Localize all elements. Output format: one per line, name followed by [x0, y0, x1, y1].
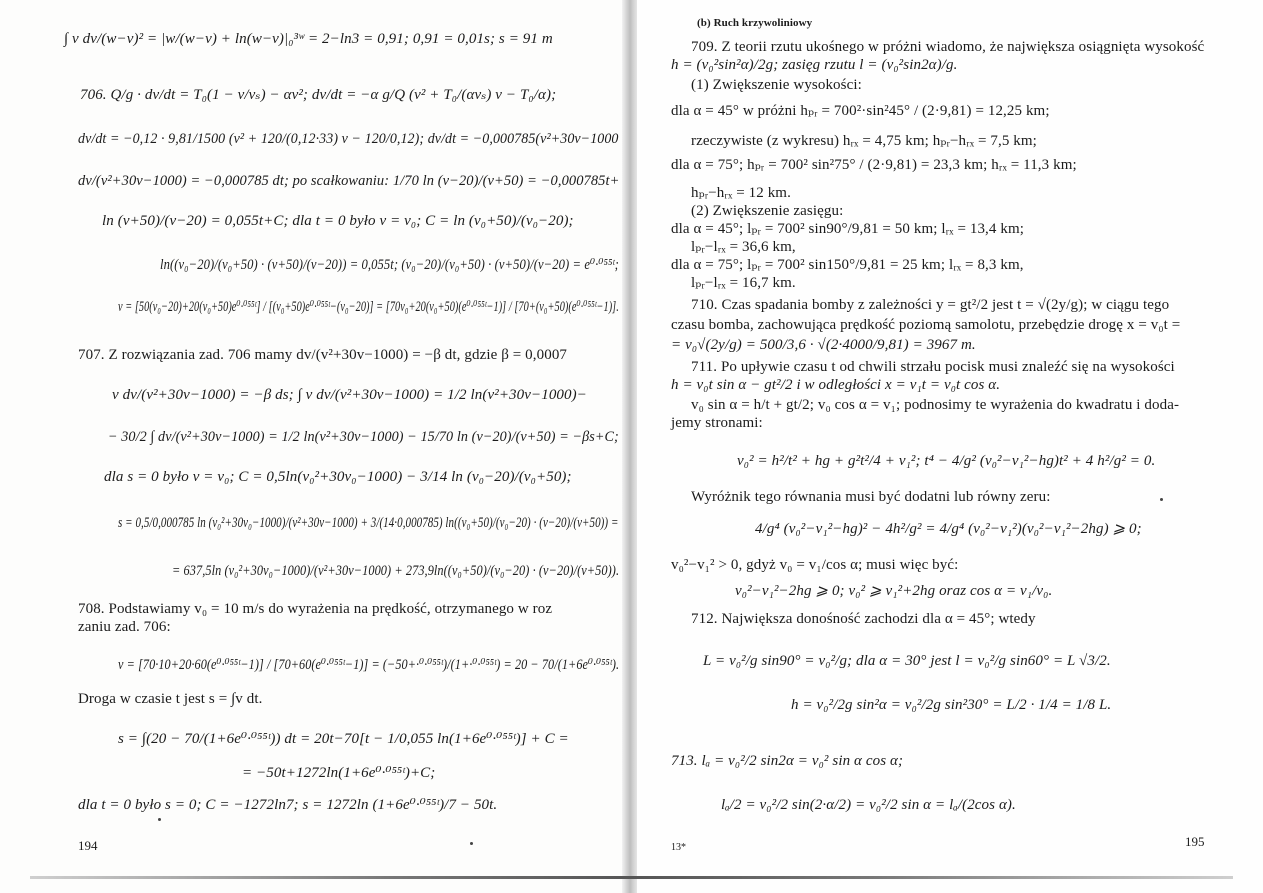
left-line-5: ln (v+50)/(v−20) = 0,055t+C; dla t = 0 było v = v₀; C = ln (v₀+50)/(v₀−20);	[102, 213, 574, 229]
right-line-11: dla α = 75°; lₚᵣ = 700² sin150°/9,81 = 25 km; lᵣₓ = 8,3 km,	[671, 257, 1024, 273]
left-line-12: s = 0,5/0,000785 ln (v₀²+30v₀−1000)/(v²+30v−1000) + 3/(14·0,000785) ln((v₀+50)/(v₀−20) · (v−20)/(v+50)) =	[118, 515, 619, 531]
book-bottom-edge	[30, 876, 1233, 879]
right-line-12: lₚᵣ−lᵣₓ = 16,7 km.	[691, 275, 796, 291]
left-line-7: v = [50(v₀−20)+20(v₀+50)e⁰·⁰⁵⁵ᵗ] / [(v₀+50)e⁰·⁰⁵⁵ᵗ−(v₀−20)] = [70v₀+20(v₀+50)(e⁰·⁰⁵⁵ᵗ−1)] / [70+(v₀+50)(e⁰·⁰⁵⁵ᵗ−1)].	[118, 299, 619, 315]
left-page-number: 194	[78, 838, 98, 853]
left-line-6: ln((v₀−20)/(v₀+50) · (v+50)/(v−20)) = 0,055t; (v₀−20)/(v₀+50) · (v+50)/(v−20) = e⁰·⁰⁵⁵ᵗ;	[160, 257, 619, 273]
left-page	[0, 0, 625, 893]
right-line-13: 710. Czas spadania bomby z zależności y = gt²/2 jest t = √(2y/g); w ciągu tego	[691, 297, 1170, 313]
right-line-15: = v₀√(2y/g) = 500/3,6 · √(2·4000/9,81) = 3967 m.	[671, 337, 976, 353]
right-page-number: 195	[1185, 834, 1205, 849]
left-line-18: s = ∫(20 − 70/(1+6e⁰·⁰⁵⁵ᵗ)) dt = 20t−70[t − 1/0,055 ln(1+6e⁰·⁰⁵⁵ᵗ)] + C =	[118, 731, 569, 747]
left-line-10: − 30/2 ∫ dv/(v²+30v−1000) = 1/2 ln(v²+30v−1000) − 15/70 ln (v−20)/(v+50) = −βs+C;	[108, 429, 619, 445]
right-line-25: 712. Największa donośność zachodzi dla α = 45°; wtedy	[691, 611, 1036, 627]
right-line-3: (1) Zwiększenie wysokości:	[691, 77, 862, 93]
print-speck	[1160, 498, 1163, 501]
left-line-4: dv/(v²+30v−1000) = −0,000785 dt; po scałkowaniu: 1/70 ln (v−20)/(v+50) = −0,000785t+	[78, 173, 620, 189]
left-line-1: ∫ v dv/(w−v)² = |w/(w−v) + ln(w−v)|₀³ʷ = 2−ln3 = 0,91; 0,91 = 0,01s; s = 91 m	[64, 31, 553, 47]
right-line-29: lₐ/2 = v₀²/2 sin(2·α/2) = v₀²/2 sin α = lₐ/(2cos α).	[721, 797, 1016, 813]
right-line-18: v₀ sin α = h/t + gt/2; v₀ cos α = v₁; podnosimy te wyrażenia do kwadratu i doda-	[691, 397, 1180, 413]
left-line-20: dla t = 0 było s = 0; C = −1272ln7; s = 1272ln (1+6e⁰·⁰⁵⁵ᵗ)/7 − 50t.	[78, 797, 498, 813]
right-line-17: h = v₀t sin α − gt²/2 i w odległości x = v₁t = v₀t cos α.	[671, 377, 1001, 393]
right-line-28: 713. lₐ = v₀²/2 sin2α = v₀² sin α cos α;	[671, 753, 904, 769]
right-line-14: czasu bomba, zachowująca prędkość poziomą samolotu, przebędzie drogę x = v₀t =	[671, 317, 1181, 333]
right-line-8: (2) Zwiększenie zasięgu:	[691, 203, 844, 219]
section-header: (b) Ruch krzywoliniowy	[697, 17, 813, 29]
right-line-1: 709. Z teorii rzutu ukośnego w próżni wiadomo, że największa osiągnięta wysokość	[691, 39, 1205, 55]
right-line-6: dla α = 75°; hₚᵣ = 700² sin²75° / (2·9,81) = 23,3 km; hᵣₓ = 11,3 km;	[671, 157, 1077, 173]
left-line-14: 708. Podstawiamy v₀ = 10 m/s do wyrażenia na prędkość, otrzymanego w roz	[78, 601, 553, 617]
right-line-19: jemy stronami:	[671, 415, 763, 431]
right-line-24: v₀²−v₁²−2hg ⩾ 0; v₀² ⩾ v₁²+2hg oraz cos α = v₁/v₀.	[735, 583, 1053, 599]
left-line-19: = −50t+1272ln(1+6e⁰·⁰⁵⁵ᵗ)+C;	[242, 765, 436, 781]
right-line-2: h = (v₀²sin²α)/2g; zasięg rzutu l = (v₀²sin2α)/g.	[671, 57, 958, 73]
right-page	[637, 0, 1263, 893]
right-line-10: lₚᵣ−lᵣₓ = 36,6 km,	[691, 239, 796, 255]
print-speck	[158, 818, 161, 821]
right-line-23: v₀²−v₁² > 0, gdyż v₀ = v₁/cos α; musi więc być:	[671, 557, 959, 573]
left-line-13: = 637,5ln (v₀²+30v₀−1000)/(v²+30v−1000) + 273,9ln((v₀+50)/(v₀−20) · (v−20)/(v+50)).	[172, 563, 620, 579]
left-line-11: dla s = 0 było v = v₀; C = 0,5ln(v₀²+30v₀−1000) − 3/14 ln (v₀−20)/(v₀+50);	[104, 469, 572, 485]
left-line-2: 706. Q/g · dv/dt = T₀(1 − v/vₛ) − αv²; dv/dt = −α g/Q (v² + T₀/(αvₛ) v − T₀/α);	[80, 87, 557, 103]
left-line-8: 707. Z rozwiązania zad. 706 mamy dv/(v²+30v−1000) = −β dt, gdzie β = 0,0007	[78, 347, 568, 363]
left-line-9: v dv/(v²+30v−1000) = −β ds; ∫ v dv/(v²+30v−1000) = 1/2 ln(v²+30v−1000)−	[112, 387, 587, 403]
right-line-22: 4/g⁴ (v₀²−v₁²−hg)² − 4h²/g² = 4/g⁴ (v₀²−v₁²)(v₀²−v₁²−2hg) ⩾ 0;	[755, 521, 1142, 537]
left-line-16: v = [70·10+20·60(e⁰·⁰⁵⁵ᵗ−1)] / [70+60(e⁰·⁰⁵⁵ᵗ−1)] = (−50+·⁰·⁰⁵⁵ᵗ)/(1+·⁰·⁰⁵⁵ᵗ) = 20 − 70/(1+6e⁰·⁰⁵⁵ᵗ).	[118, 657, 620, 673]
right-line-21: Wyróżnik tego równania musi być dodatni lub równy zeru:	[691, 489, 1051, 505]
signature-mark: 13*	[671, 842, 686, 853]
right-line-27: h = v₀²/2g sin²α = v₀²/2g sin²30° = L/2 · 1/4 = 1/8 L.	[791, 697, 1112, 713]
right-line-5: rzeczywiste (z wykresu) hᵣₓ = 4,75 km; hₚᵣ−hᵣₓ = 7,5 km;	[691, 133, 1037, 149]
left-line-17: Droga w czasie t jest s = ∫v dt.	[78, 691, 263, 707]
right-line-26: L = v₀²/g sin90° = v₀²/g; dla α = 30° jest l = v₀²/g sin60° = L √3/2.	[703, 653, 1111, 669]
right-line-20: v₀² = h²/t² + hg + g²t²/4 + v₁²; t⁴ − 4/g² (v₀²−v₁²−hg)t² + 4 h²/g² = 0.	[737, 453, 1156, 469]
right-line-16: 711. Po upływie czasu t od chwili strzału pocisk musi znaleźć się na wysokości	[691, 359, 1175, 375]
print-speck	[470, 842, 473, 845]
right-line-7: hₚᵣ−hᵣₓ = 12 km.	[691, 185, 791, 201]
left-line-15: zaniu zad. 706:	[78, 619, 171, 635]
right-line-9: dla α = 45°; lₚᵣ = 700² sin90°/9,81 = 50 km; lᵣₓ = 13,4 km;	[671, 221, 1024, 237]
right-line-4: dla α = 45° w próżni hₚᵣ = 700²·sin²45° / (2·9,81) = 12,25 km;	[671, 103, 1050, 119]
left-line-3: dv/dt = −0,12 · 9,81/1500 (v² + 120/(0,12·33) v − 120/0,12); dv/dt = −0,000785(v²+30v−1000	[78, 131, 619, 147]
